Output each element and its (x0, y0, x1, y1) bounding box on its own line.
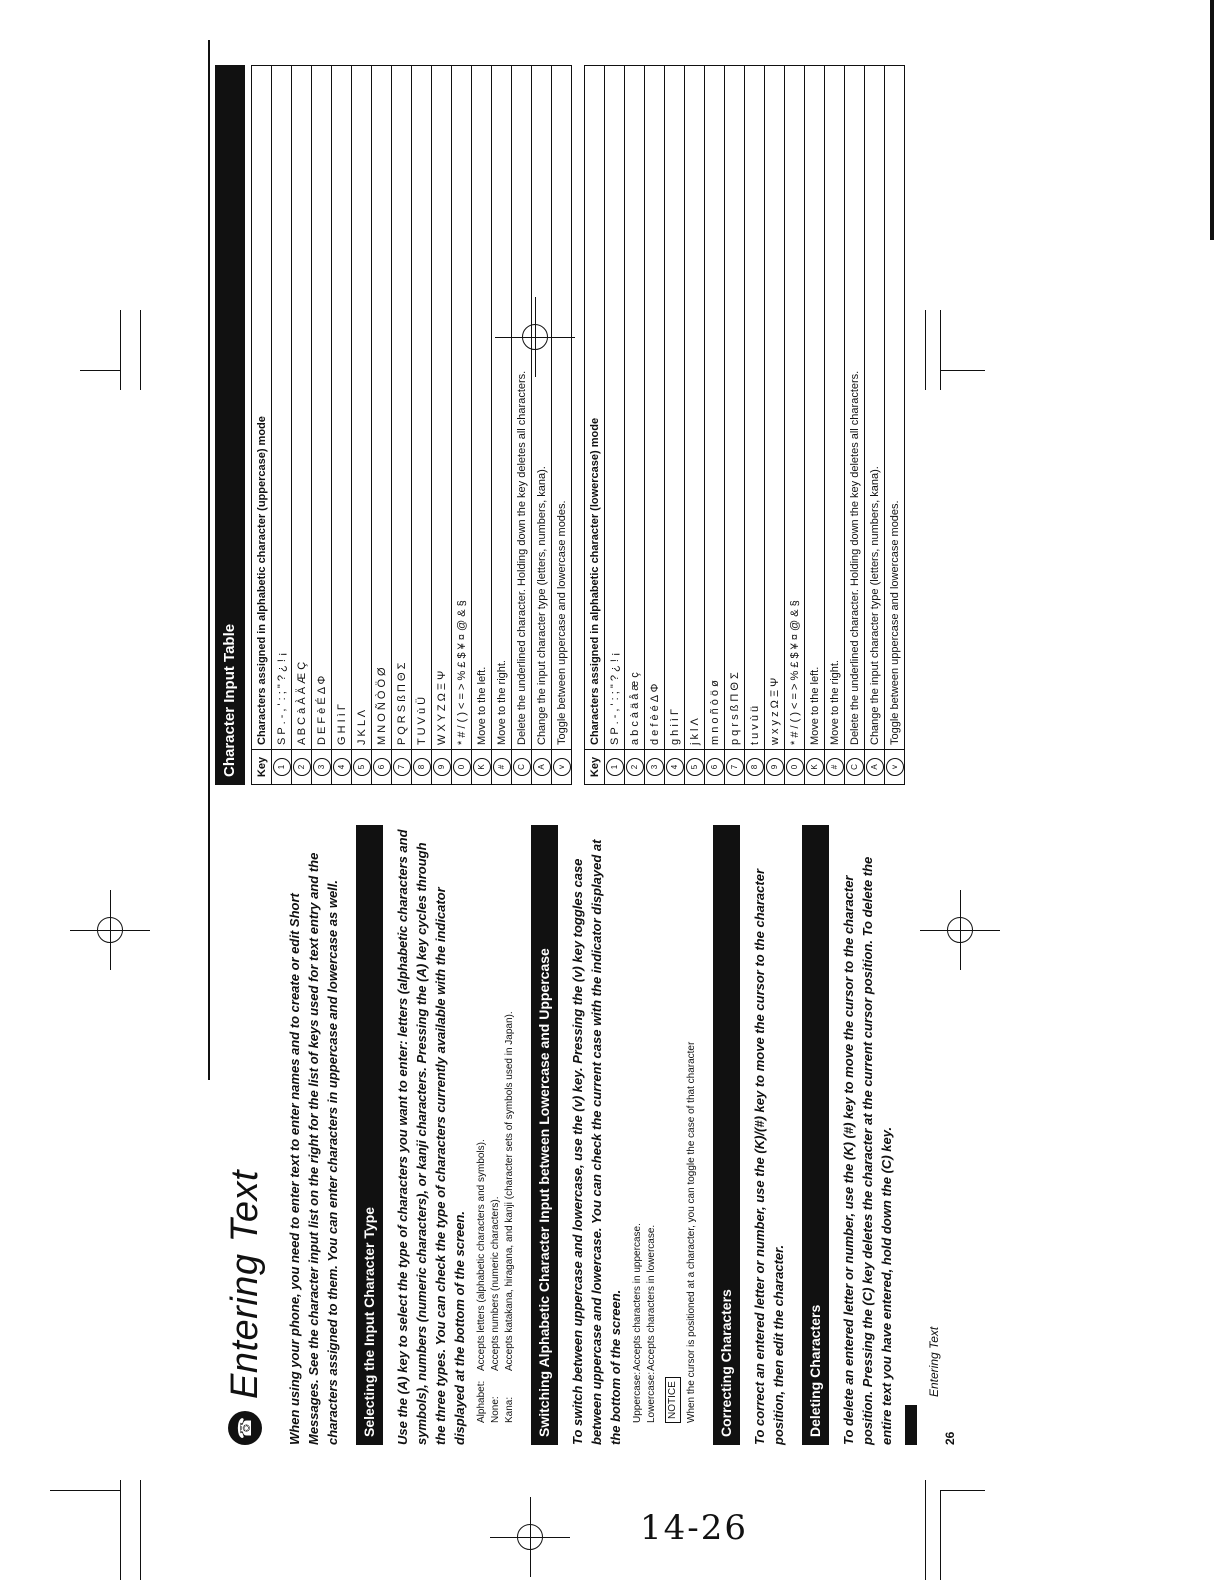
page-title: Entering Text (223, 1169, 266, 1399)
chars-cell: Change the input character type (letters, numbers, kana). (865, 66, 885, 750)
chars-cell: Change the input character type (letters, numbers, kana). (532, 66, 552, 750)
correct-body: To correct an entered letter or number, use the (K)/(#) key to move the cursor to the character position, then edit the character. (752, 869, 786, 1445)
table-row (492, 66, 512, 785)
crop-mark (940, 1490, 941, 1580)
notice-label: NOTICE (665, 1377, 681, 1423)
key-icon: 5 (686, 758, 704, 776)
key-cell (272, 750, 292, 785)
page-number: 26 (943, 1431, 957, 1445)
table-row (665, 66, 685, 785)
table-row (685, 66, 705, 785)
table-row (452, 66, 472, 785)
section-heading-switch-case: Switching Alphabetic Character Input between Lowercase and Uppercase (531, 825, 558, 1445)
manual-page (205, 65, 1005, 1445)
chars-cell: Delete the underlined character. Holding down the key deletes all characters. (512, 66, 532, 750)
table-row (332, 66, 352, 785)
key-cell (645, 750, 665, 785)
key-cell (745, 750, 765, 785)
key-cell (352, 750, 372, 785)
key-cell (552, 750, 572, 785)
crop-mark (940, 1490, 985, 1491)
key-cell (785, 750, 805, 785)
key-icon: 8 (413, 758, 431, 776)
key-icon: 1 (273, 758, 291, 776)
select-type-defs (475, 825, 517, 1423)
section-heading-delete: Deleting Characters (802, 825, 829, 1445)
def-term: Uppercase: (632, 1371, 643, 1423)
chars-cell: D E F è É Δ Φ (312, 66, 332, 750)
intro-text: When using your phone, you need to enter text to enter names and to create or edit Short Messages. See the character input list on the right for the list of keys used for text entry and the characters assigned to them. You can enter characters in uppercase and lowercase as well. (287, 852, 340, 1445)
chars-cell: Toggle between uppercase and lowercase modes. (885, 66, 905, 750)
lowercase-table (584, 65, 905, 785)
key-icon: 1 (606, 758, 624, 776)
chars-cell: G H I ì Γ (332, 66, 352, 750)
chars-cell: W X Y Z Ω Ξ Ψ (432, 66, 452, 750)
key-header: Key (252, 750, 272, 785)
key-cell (452, 750, 472, 785)
footer-label: Entering Text (927, 1326, 941, 1397)
table-row (605, 66, 625, 785)
table-row (625, 66, 645, 785)
key-cell (492, 750, 512, 785)
section-heading-correct: Correcting Characters (713, 825, 740, 1445)
table-row (472, 66, 492, 785)
table-row (372, 66, 392, 785)
key-icon: 3 (646, 758, 664, 776)
key-icon: 0 (786, 758, 804, 776)
table-row (745, 66, 765, 785)
key-cell (605, 750, 625, 785)
key-icon: 9 (766, 758, 784, 776)
chars-cell: Move to the right. (825, 66, 845, 750)
key-icon: C (846, 758, 864, 776)
chars-cell: a b c à ä å æ ç (625, 66, 645, 750)
chars-cell: t u v ù ü (745, 66, 765, 750)
key-icon: 0 (453, 758, 471, 776)
registration-mark (70, 890, 150, 970)
chars-cell: j k l Λ (685, 66, 705, 750)
def-term: Kana: (504, 1396, 515, 1423)
key-cell (532, 750, 552, 785)
page-code: 14-26 (640, 1508, 749, 1548)
registration-mark (490, 1497, 570, 1577)
table-row (312, 66, 332, 785)
chars-cell: Toggle between uppercase and lowercase modes. (552, 66, 572, 750)
chars-cell: T U V ù Ü (412, 66, 432, 750)
key-cell (705, 750, 725, 785)
key-icon: # (826, 758, 844, 776)
lower-header: Characters assigned in alphabetic character (lowercase) mode (585, 66, 605, 750)
chars-cell: m n o ñ ò ö ø (705, 66, 725, 750)
chars-cell: Move to the left. (472, 66, 492, 750)
key-icon: K (473, 758, 491, 776)
table-row (645, 66, 665, 785)
key-cell (845, 750, 865, 785)
table-row (725, 66, 745, 785)
key-icon: A (866, 758, 884, 776)
key-cell (472, 750, 492, 785)
select-type-body: Use the (A) key to select the type of characters you want to enter: letters (alphabetic characters and symbols), numbers (numeric characters), or kanji characters. Pressing the (A) key cycles through the three types. You can check the type of characters currently available with the indicator displayed at the bottom of the screen. (395, 829, 467, 1445)
notice-text: When the cursor is positioned at a character, you can toggle the case of that character (686, 1041, 697, 1423)
key-cell (412, 750, 432, 785)
table-row (845, 66, 865, 785)
def-desc: Accepts characters in lowercase. (646, 1224, 657, 1371)
key-cell (332, 750, 352, 785)
key-cell (292, 750, 312, 785)
table-row (785, 66, 805, 785)
key-icon: 2 (293, 758, 311, 776)
crop-mark (925, 1480, 926, 1580)
chars-cell: g h i ì Γ (665, 66, 685, 750)
table-row (865, 66, 885, 785)
key-icon: K (806, 758, 824, 776)
chars-cell: S P . - , ' : ; " ? ¿ ! ¡ (272, 66, 292, 750)
key-cell (765, 750, 785, 785)
table-header-row (585, 66, 605, 785)
table-row (432, 66, 452, 785)
key-icon: 3 (313, 758, 331, 776)
key-icon: 4 (666, 758, 684, 776)
chars-cell: Move to the right. (492, 66, 512, 750)
chars-cell: d e f è é Δ Φ (645, 66, 665, 750)
chars-cell: Delete the underlined character. Holding down the key deletes all characters. (845, 66, 865, 750)
def-desc: Accepts characters in uppercase. (632, 1223, 643, 1371)
key-icon: 7 (393, 758, 411, 776)
key-cell (825, 750, 845, 785)
key-icon: 7 (726, 758, 744, 776)
right-edge-bar (1210, 0, 1214, 240)
key-cell (885, 750, 905, 785)
chars-cell: S P . - , ' : ; " ? ¿ ! ¡ (605, 66, 625, 750)
chars-cell: M N O Ñ Ò Ö Ø (372, 66, 392, 750)
key-icon: v (553, 758, 571, 776)
upper-header: Characters assigned in alphabetic character (uppercase) mode (252, 66, 272, 750)
table-row (352, 66, 372, 785)
def-desc: Accepts numbers (numeric characters). (490, 1196, 501, 1371)
def-term: Alphabet: (476, 1380, 487, 1423)
key-icon: 6 (706, 758, 724, 776)
right-column (215, 65, 995, 785)
def-term: None: (490, 1396, 501, 1423)
table-row (292, 66, 312, 785)
key-cell (392, 750, 412, 785)
chars-cell: w x y z Ω Ξ Ψ (765, 66, 785, 750)
crop-mark (140, 310, 141, 390)
table-row (552, 66, 572, 785)
crop-mark (120, 310, 121, 390)
key-icon: 8 (746, 758, 764, 776)
table-row (825, 66, 845, 785)
key-cell (312, 750, 332, 785)
table-header-row (252, 66, 272, 785)
key-icon: A (533, 758, 551, 776)
section-heading-select-type: Selecting the Input Character Type (356, 825, 383, 1445)
crop-mark (80, 370, 120, 371)
table-row (532, 66, 552, 785)
crop-mark (50, 1490, 120, 1491)
chars-cell: A B C à À Ä Æ Ç (292, 66, 312, 750)
key-cell (725, 750, 745, 785)
table-row (392, 66, 412, 785)
key-cell (432, 750, 452, 785)
table-row (412, 66, 432, 785)
chars-cell: * # / ( ) < = > % £ $ ¥ ¤ @ & § (452, 66, 472, 750)
table-title: Character Input Table (215, 65, 245, 785)
key-icon: C (513, 758, 531, 776)
def-desc: Accepts letters (alphabetic characters and symbols). (476, 1139, 487, 1371)
table-row (705, 66, 725, 785)
switch-case-defs (631, 825, 699, 1423)
footer-bar (905, 1405, 917, 1445)
key-icon: 9 (433, 758, 451, 776)
delete-body: To delete an entered letter or number, use the (K) (#) key to move the cursor to the character position. Pressing the (C) key deletes the character at the current cursor position. To delete the entire text you have entered, hold down the (C) key. (841, 856, 894, 1445)
chars-cell: Move to the left. (805, 66, 825, 750)
key-icon: # (493, 758, 511, 776)
key-icon: 5 (353, 758, 371, 776)
key-cell (512, 750, 532, 785)
uppercase-table (251, 65, 572, 785)
key-cell (805, 750, 825, 785)
table-row (765, 66, 785, 785)
crop-mark (120, 1480, 121, 1580)
key-cell (372, 750, 392, 785)
key-cell (665, 750, 685, 785)
crop-mark (140, 1480, 141, 1580)
table-row (272, 66, 292, 785)
phone-icon: ☎ (228, 1411, 262, 1445)
key-cell (625, 750, 645, 785)
def-term: Lowercase: (646, 1371, 657, 1423)
key-icon: 6 (373, 758, 391, 776)
switch-case-body: To switch between uppercase and lowercase, use the (v) key. Pressing the (v) key toggles case between uppercase and lowercase. You can check the current case with the indicator displayed at the bottom of the screen. (570, 839, 623, 1445)
chars-cell: J K L Λ (352, 66, 372, 750)
key-icon: v (886, 758, 904, 776)
chars-cell: P Q R S ß Π Θ Σ (392, 66, 412, 750)
chars-cell: p q r s ß Π Θ Σ (725, 66, 745, 750)
def-desc: Accepts katakana, hiragana, and kanji (character sets of symbols used in Japan). (504, 1011, 515, 1371)
key-icon: 2 (626, 758, 644, 776)
key-cell (865, 750, 885, 785)
table-row (512, 66, 532, 785)
table-row (885, 66, 905, 785)
chars-cell: * # / ( ) < = > % £ $ ¥ ¤ @ & § (785, 66, 805, 750)
key-icon: 4 (333, 758, 351, 776)
left-column (205, 825, 1005, 1445)
title-row (205, 825, 285, 1445)
table-row (805, 66, 825, 785)
page-footer (905, 825, 965, 1445)
key-header: Key (585, 750, 605, 785)
key-cell (685, 750, 705, 785)
